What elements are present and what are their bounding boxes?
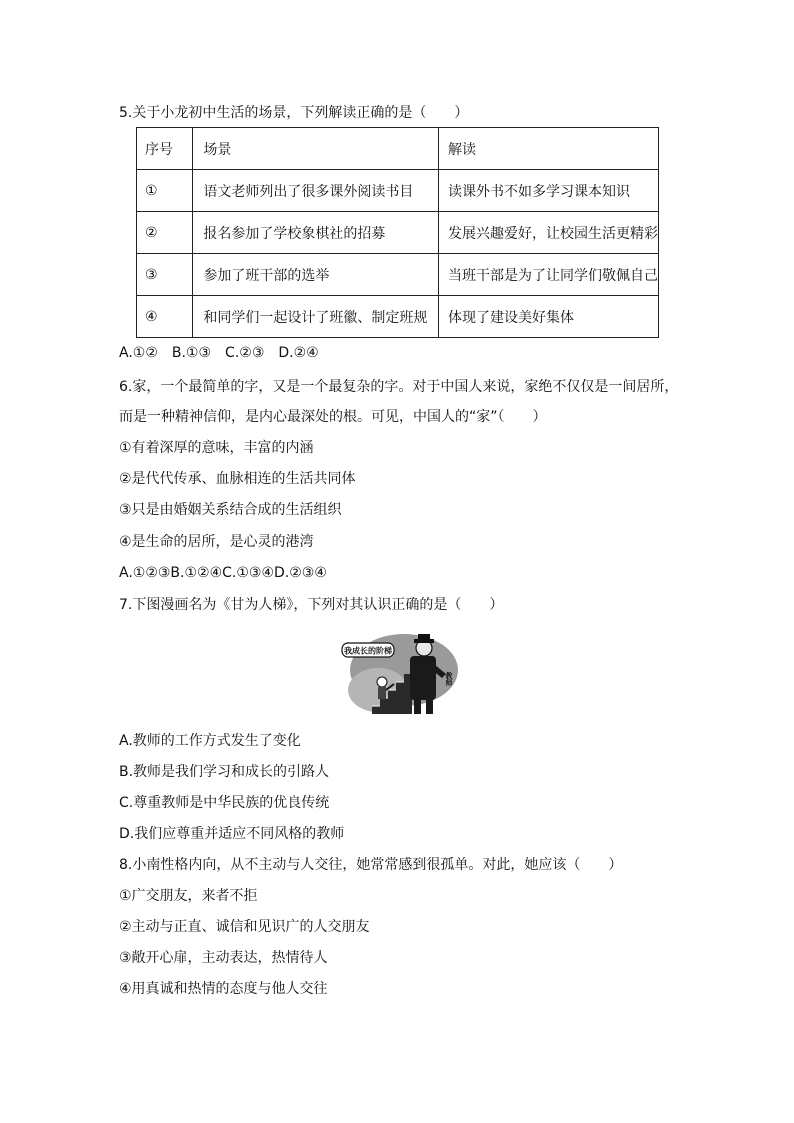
table-row (137, 212, 659, 254)
q5-table (136, 127, 659, 338)
q8-item: ②主动与正直、诚信和见识广的人交朋友 (119, 919, 370, 935)
q5-options: A.①② B.①③ C.②③ D.②④ (119, 345, 319, 361)
row-scene: 参加了班干部的选举 (193, 254, 439, 296)
table-header-row (137, 128, 659, 170)
row-number: ② (137, 212, 193, 254)
q7-option: C.尊重教师是中华民族的优良传统 (119, 795, 330, 811)
q5-stem: 5.关于小龙初中生活的场景，下列解读正确的是（ ） (119, 105, 469, 121)
row-interpretation: 读课外书不如多学习课本知识 (439, 170, 659, 212)
table-row (137, 170, 659, 212)
row-number: ③ (137, 254, 193, 296)
q6-stem-line-2: 而是一种精神信仰，是内心最深处的根。可见，中国人的“家”（ ） (119, 409, 547, 425)
table-row (137, 254, 659, 296)
teacher-ladder-cartoon (338, 630, 460, 716)
table-row (137, 296, 659, 338)
row-interpretation: 体现了建设美好集体 (439, 296, 659, 338)
row-number: ④ (137, 296, 193, 338)
q6-item: ①有着深厚的意味，丰富的内涵 (119, 440, 314, 456)
row-scene: 语文老师列出了很多课外阅读书目 (193, 170, 439, 212)
q6-options: A.①②③B.①②④C.①③④D.②③④ (119, 565, 327, 581)
q6-item: ②是代代传承、血脉相连的生活共同体 (119, 471, 356, 487)
row-number: ① (137, 170, 193, 212)
q6-stem-line-1: 6.家，一个最简单的字，又是一个最复杂的字。对于中国人来说，家绝不仅仅是一间居所， (119, 379, 679, 395)
cartoon-teacher-label: 教师 (445, 672, 453, 686)
cartoon-sign-text: 我成长的阶梯 (344, 646, 392, 656)
row-interpretation: 当班干部是为了让同学们敬佩自己 (439, 254, 659, 296)
header-number: 序号 (137, 128, 193, 170)
q8-stem: 8.小南性格内向，从不主动与人交往，她常常感到很孤单。对此，她应该（ ） (119, 857, 623, 873)
header-scene: 场景 (193, 128, 439, 170)
row-scene: 和同学们一起设计了班徽、制定班规 (193, 296, 439, 338)
q8-item: ④用真诚和热情的态度与他人交往 (119, 981, 328, 997)
q7-option: A.教师的工作方式发生了变化 (119, 733, 301, 749)
q7-option: B.教师是我们学习和成长的引路人 (119, 764, 330, 780)
q8-item: ①广交朋友，来者不拒 (119, 888, 258, 904)
q8-item: ③敞开心扉，主动表达，热情待人 (119, 950, 328, 966)
q6-item: ③只是由婚姻关系结合成的生活组织 (119, 502, 342, 518)
q7-stem: 7.下图漫画名为《甘为人梯》，下列对其认识正确的是（ ） (119, 597, 504, 613)
row-scene: 报名参加了学校象棋社的招募 (193, 212, 439, 254)
q6-item: ④是生命的居所，是心灵的港湾 (119, 534, 314, 550)
row-interpretation: 发展兴趣爱好，让校园生活更精彩 (439, 212, 659, 254)
q7-option: D.我们应尊重并适应不同风格的教师 (119, 826, 345, 842)
header-interpretation: 解读 (439, 128, 659, 170)
